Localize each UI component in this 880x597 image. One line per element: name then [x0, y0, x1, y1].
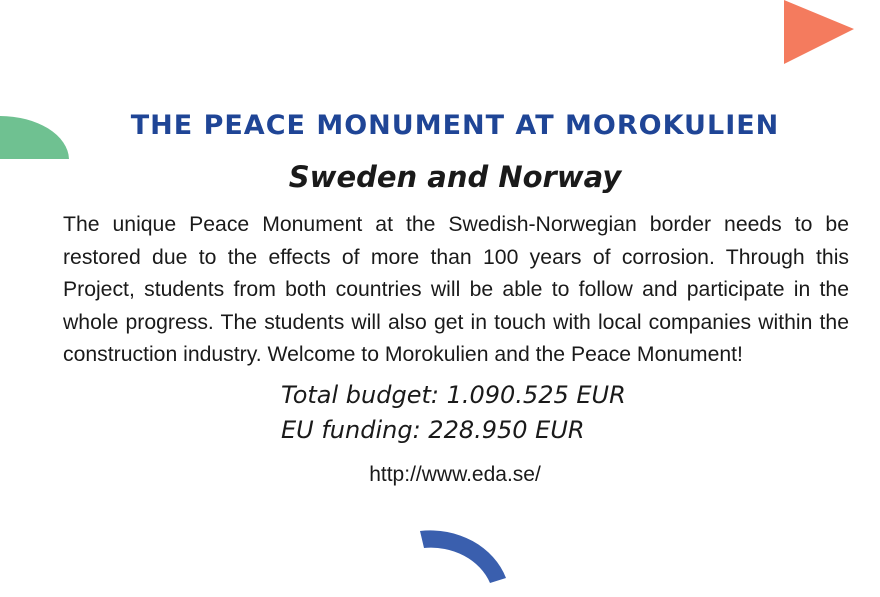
blue-arc-decoration [418, 526, 508, 586]
total-budget: Total budget: 1.090.525 EUR [281, 381, 626, 409]
page-title: THE PEACE MONUMENT AT MOROKULIEN [130, 110, 780, 141]
budget-info [281, 378, 626, 448]
project-description: The unique Peace Monument at the Swedish-Norwegian border needs to be restored due to the effects of more than 100 years of corrosion. Through this Project, students from both countries will be able to follow and participate in the whole progress. The students will also get in touch with local companies within the construction industry. Welcome to Morokulien and the Peace Monument! [63, 213, 849, 367]
eu-funding: EU funding: 228.950 EUR [281, 416, 585, 444]
coral-triangle-decoration [784, 0, 854, 64]
countries-subtitle: Sweden and Norway [288, 160, 622, 194]
website-link[interactable]: http://www.eda.se/ [369, 463, 541, 486]
